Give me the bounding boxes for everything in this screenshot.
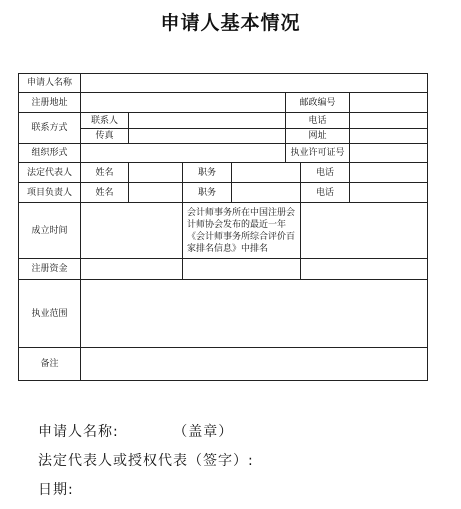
license-no-label: 执业许可证号 xyxy=(286,144,350,163)
applicant-info-table xyxy=(18,73,428,381)
website-cell[interactable] xyxy=(350,129,428,144)
contact-method-label: 联系方式 xyxy=(19,113,81,144)
business-scope-cell[interactable] xyxy=(81,280,428,348)
table-row xyxy=(19,163,428,183)
reg-capital-cell-2[interactable] xyxy=(183,259,301,280)
project-leader-name-label: 姓名 xyxy=(81,183,129,203)
reg-capital-cell-3[interactable] xyxy=(301,259,428,280)
footer-legal-rep-line: 法定代表人或授权代表（签字）: xyxy=(38,453,254,469)
org-form-label: 组织形式 xyxy=(19,144,81,163)
table-row xyxy=(19,74,428,93)
project-leader-position-label: 职务 xyxy=(183,183,232,203)
table-row xyxy=(19,129,428,144)
project-leader-label: 项目负责人 xyxy=(19,183,81,203)
fax-cell[interactable] xyxy=(129,129,286,144)
contact-person-label: 联系人 xyxy=(81,113,129,129)
footer-date-line: 日期: xyxy=(38,482,74,498)
page-title: 申请人基本情况 xyxy=(160,12,301,34)
postal-code-cell[interactable] xyxy=(350,93,428,113)
reg-capital-label: 注册资金 xyxy=(19,259,81,280)
project-leader-phone-cell[interactable] xyxy=(350,183,428,203)
legal-rep-phone-cell[interactable] xyxy=(350,163,428,183)
reg-address-label: 注册地址 xyxy=(19,93,81,113)
table-row xyxy=(19,183,428,203)
founded-label: 成立时间 xyxy=(19,203,81,259)
fax-label: 传真 xyxy=(81,129,129,144)
table-row xyxy=(19,280,428,348)
table-row xyxy=(19,203,428,259)
table-row xyxy=(19,144,428,163)
legal-rep-position-cell[interactable] xyxy=(232,163,301,183)
reg-capital-cell[interactable] xyxy=(81,259,183,280)
table-row xyxy=(19,93,428,113)
footer-applicant-line: 申请人名称: （盖章） xyxy=(38,424,234,440)
contact-person-cell[interactable] xyxy=(129,113,286,129)
reg-address-cell[interactable] xyxy=(81,93,286,113)
project-leader-phone-label: 电话 xyxy=(301,183,350,203)
remarks-cell[interactable] xyxy=(81,348,428,381)
legal-rep-name-label: 姓名 xyxy=(81,163,129,183)
business-scope-label: 执业范围 xyxy=(19,280,81,348)
founded-cell[interactable] xyxy=(81,203,183,259)
legal-rep-phone-label: 电话 xyxy=(301,163,350,183)
applicant-name-cell[interactable] xyxy=(81,74,428,93)
applicant-name-label: 申请人名称 xyxy=(19,74,81,93)
table-row xyxy=(19,113,428,129)
postal-code-label: 邮政编号 xyxy=(286,93,350,113)
table-row xyxy=(19,348,428,381)
table-row xyxy=(19,259,428,280)
remarks-label: 备注 xyxy=(19,348,81,381)
legal-rep-name-cell[interactable] xyxy=(129,163,183,183)
ranking-note: 会计师事务所在中国注册会计师协会发布的最近一年《会计师事务所综合评价百家排名信息》中排名 xyxy=(183,203,301,259)
legal-rep-label: 法定代表人 xyxy=(19,163,81,183)
license-no-cell[interactable] xyxy=(350,144,428,163)
project-leader-position-cell[interactable] xyxy=(232,183,301,203)
org-form-cell[interactable] xyxy=(81,144,286,163)
legal-rep-position-label: 职务 xyxy=(183,163,232,183)
phone-label: 电话 xyxy=(286,113,350,129)
website-label: 网址 xyxy=(286,129,350,144)
phone-cell[interactable] xyxy=(350,113,428,129)
ranking-cell[interactable] xyxy=(301,203,428,259)
project-leader-name-cell[interactable] xyxy=(129,183,183,203)
